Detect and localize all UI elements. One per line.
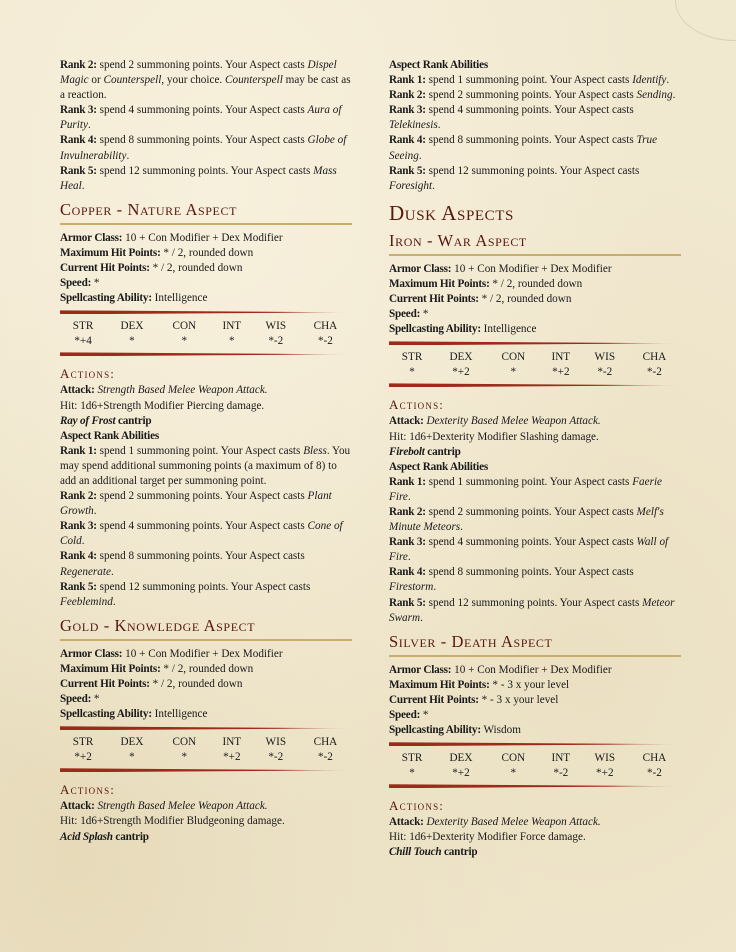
ability-value-row — [60, 334, 352, 348]
ability-value: * — [409, 366, 415, 379]
ability-name: CHA — [642, 351, 667, 364]
ability-name: CON — [501, 351, 526, 364]
ability-value: *+2 — [74, 751, 92, 764]
rank-entry — [389, 103, 681, 133]
attack-line — [60, 799, 352, 814]
stat-divider-bottom — [60, 352, 352, 356]
current-hit-points-value: * / 2, rounded down — [478, 293, 572, 306]
maximum-hit-points-value: * / 2, rounded down — [160, 246, 254, 259]
rank-text: spend 12 summoning points. Your Aspect casts — [96, 580, 311, 593]
spellcasting-ability-value: Wisdom — [480, 724, 521, 737]
armor-class-value: 10 + Con Modifier + Dex Modifier — [122, 647, 283, 660]
rank-text: spend 12 summoning points. Your Aspect casts — [425, 596, 643, 609]
hit-line: Hit: 1d6+Strength Modifier Piercing damage. — [60, 399, 265, 412]
aspect-title: Copper - Nature Aspect — [60, 200, 352, 225]
spellcasting-ability-label: Spellcasting Ability: — [389, 724, 481, 737]
gold-aspect-section — [60, 616, 352, 845]
rank-entry — [60, 580, 352, 610]
ability-value: *-2 — [646, 366, 662, 379]
spell-name: Bless — [303, 444, 327, 457]
rank-entry — [389, 475, 681, 505]
spell-name: Mass Heal — [60, 164, 337, 192]
stat-divider-top — [389, 341, 681, 345]
rank-text: . — [432, 179, 435, 192]
rank-label: Rank 3: — [389, 104, 426, 117]
rank-entry — [60, 519, 352, 549]
ability-name: STR — [72, 320, 94, 333]
cantrip-name: Firebolt — [389, 445, 425, 458]
ability-value: * — [181, 751, 188, 764]
speed — [389, 708, 681, 723]
aspect-rank-abilities-heading — [60, 429, 352, 444]
attack-type: Strength Based Melee Weapon Attack. — [94, 800, 268, 813]
ability-score-block — [60, 310, 352, 356]
ability-value: *-2 — [597, 366, 613, 379]
aspect-title: Iron - War Aspect — [389, 231, 681, 256]
maximum-hit-points — [60, 246, 352, 261]
ability-name: INT — [551, 351, 571, 364]
rank-entry — [60, 133, 352, 163]
ability-score-block — [60, 726, 352, 772]
ability-score-table — [60, 734, 352, 764]
stat-divider-top — [60, 726, 352, 730]
heading-text: Aspect Rank Abilities — [389, 460, 488, 473]
spellcasting-ability-label: Spellcasting Ability: — [389, 323, 481, 336]
current-hit-points-label: Current Hit Points: — [60, 678, 150, 690]
speed-value: * — [420, 308, 429, 321]
ability-name: WIS — [594, 752, 616, 765]
spellcasting-ability-label: Spellcasting Ability: — [60, 292, 152, 305]
rank-text: . — [87, 119, 91, 132]
rank-text: . — [433, 581, 437, 594]
attack-type: Dexterity Based Melee Weapon Attack. — [423, 415, 601, 428]
spell-name: Counterspell — [225, 74, 283, 87]
maximum-hit-points — [389, 277, 681, 292]
spell-name: True Seeing — [389, 134, 658, 162]
rank-label: Rank 1: — [389, 74, 426, 87]
rank-text: spend 12 summoning points. Your Aspect casts — [96, 164, 314, 177]
stat-divider-top — [60, 310, 352, 314]
ability-header-row — [389, 750, 681, 766]
spellcasting-ability — [60, 707, 352, 722]
rank-text: . — [81, 535, 85, 548]
rank-text: . You may spend additional summoning points (a maximum of 8) to add an additional target per summoning point. — [60, 444, 351, 487]
attack-label: Attack: — [389, 415, 424, 428]
rank-text: . — [110, 565, 114, 578]
maximum-hit-points-value: * / 2, rounded down — [489, 277, 583, 290]
rank-text: spend 1 summoning point. Your Aspect casts — [425, 475, 633, 488]
spellcasting-ability — [60, 291, 352, 306]
rank-label: Rank 3: — [60, 520, 97, 533]
rank-text: . — [407, 551, 411, 564]
rank-label: Rank 5: — [389, 164, 426, 177]
aspect-title: Gold - Knowledge Aspect — [60, 616, 352, 641]
rank-text: spend 4 summoning points. Your Aspect casts — [425, 536, 637, 549]
ability-name: CHA — [642, 752, 667, 765]
maximum-hit-points-value: * / 2, rounded down — [160, 662, 254, 675]
rank-entry — [389, 88, 681, 103]
rank-text: spend 12 summoning points. Your Aspect casts — [425, 164, 640, 177]
rank-text: or — [88, 74, 104, 87]
actions-heading: Actions: — [60, 782, 116, 798]
spell-name: Melf's Minute Meteors — [389, 505, 664, 534]
rank-text: . — [460, 521, 463, 534]
aspect-title: Silver - Death Aspect — [389, 632, 681, 657]
cantrip-name: Ray of Frost — [60, 414, 116, 427]
spell-name: Sending — [636, 89, 673, 102]
aspect-rank-abilities-heading: Aspect Rank Abilities — [389, 59, 488, 71]
stat-divider-bottom — [389, 383, 681, 387]
rank-text: spend 2 summoning points. Your Aspect casts — [96, 59, 308, 71]
ability-name: WIS — [594, 351, 616, 364]
rank-text: . — [112, 595, 116, 608]
rank-label: Rank 1: — [60, 444, 97, 457]
spell-name: Foresight — [389, 179, 433, 192]
ability-name: WIS — [265, 320, 287, 333]
ability-name: INT — [551, 752, 571, 765]
spellcasting-ability-value: Intelligence — [151, 708, 208, 721]
rank-text: . — [407, 490, 411, 503]
ability-value: *+2 — [452, 366, 470, 379]
actions-heading: Actions: — [389, 397, 445, 413]
cantrip-suffix: cantrip — [112, 830, 149, 843]
rank-entry — [389, 596, 681, 626]
rank-label: Rank 4: — [389, 134, 426, 147]
speed-value: * — [91, 277, 100, 290]
ability-name: CON — [172, 320, 197, 333]
current-hit-points — [389, 292, 681, 307]
rank-entry — [389, 505, 681, 535]
current-hit-points-label: Current Hit Points: — [389, 693, 479, 706]
hit-line: Hit: 1d6+Strength Modifier Bludgeoning damage. — [60, 815, 285, 828]
cantrip-suffix: cantrip — [115, 414, 152, 427]
ability-name: DEX — [449, 351, 473, 364]
right-column — [389, 58, 681, 861]
maximum-hit-points — [60, 662, 352, 677]
aspect-rank-abilities-heading — [389, 460, 681, 475]
rank-text: spend 8 summoning points. Your Aspect casts — [96, 550, 305, 563]
ability-value: *+2 — [552, 366, 570, 379]
ability-name: INT — [222, 320, 242, 333]
cantrip-line — [60, 414, 352, 429]
maximum-hit-points-label: Maximum Hit Points: — [389, 678, 490, 691]
rank-text: . — [420, 611, 423, 624]
ability-header-row — [60, 734, 352, 750]
ability-value: *+2 — [223, 751, 241, 764]
rank-text: spend 8 summoning points. Your Aspect casts — [96, 134, 308, 147]
maximum-hit-points-label: Maximum Hit Points: — [389, 277, 490, 290]
armor-class-label: Armor Class: — [389, 262, 452, 275]
rank-text: spend 1 summoning point. Your Aspect casts — [96, 444, 304, 457]
armor-class-value: 10 + Con Modifier + Dex Modifier — [451, 663, 612, 676]
armor-class — [389, 262, 681, 277]
stat-divider-top — [389, 742, 681, 746]
rank-text: spend 8 summoning points. Your Aspect casts — [425, 134, 637, 147]
speed — [60, 692, 352, 707]
cantrip-line — [60, 830, 352, 845]
ability-name: CON — [501, 752, 526, 765]
ability-value: * — [229, 335, 235, 348]
rank-text: . — [672, 89, 676, 102]
rank-label: Rank 4: — [60, 550, 97, 563]
current-hit-points-label: Current Hit Points: — [60, 262, 150, 275]
rank-label: Rank 5: — [60, 580, 97, 593]
spell-name: Cone of Cold — [60, 520, 343, 548]
cantrip-bold — [60, 415, 151, 427]
rank-text: spend 2 summoning points. Your Aspect casts — [425, 505, 637, 518]
maximum-hit-points-label: Maximum Hit Points: — [60, 662, 161, 675]
armor-class-value: 10 + Con Modifier + Dex Modifier — [451, 262, 612, 275]
ability-name: CHA — [313, 320, 338, 333]
spell-name: Plant Growth — [60, 490, 332, 518]
rank-entry — [389, 133, 681, 163]
ability-name: STR — [72, 736, 94, 749]
rank-label: Rank 4: — [389, 566, 426, 579]
ability-name: DEX — [120, 736, 144, 749]
maximum-hit-points — [389, 678, 681, 693]
ability-value: * — [510, 767, 517, 780]
armor-class-value: 10 + Con Modifier + Dex Modifier — [122, 231, 283, 244]
rank-entry — [60, 103, 352, 133]
rank-label: Rank 2: — [389, 89, 426, 102]
cantrip-suffix: cantrip — [424, 445, 461, 458]
current-hit-points-value: * - 3 x your level — [478, 693, 559, 706]
spell-name: Aura of Purity — [60, 104, 342, 132]
ability-name: STR — [401, 351, 423, 364]
ability-score-block — [389, 742, 681, 788]
rank-label: Rank 5: — [389, 596, 426, 609]
ability-value: * — [409, 767, 415, 780]
attack-label: Attack: — [60, 384, 95, 397]
left-column — [60, 58, 352, 845]
ability-value: *-2 — [268, 335, 284, 348]
rank-label: Rank 3: — [60, 104, 97, 117]
attack-line — [389, 414, 681, 429]
actions-heading: Actions: — [389, 798, 445, 814]
rank-text: spend 8 summoning points. Your Aspect casts — [425, 566, 634, 579]
rank-text: . — [666, 74, 670, 87]
ability-value: *-2 — [317, 335, 333, 348]
spell-name: Identify — [632, 74, 667, 87]
current-hit-points-value: * / 2, rounded down — [149, 262, 243, 275]
ability-value: *-2 — [317, 751, 333, 764]
cantrip-bold — [60, 831, 149, 843]
spell-name: Counterspell — [103, 74, 162, 87]
attack-type: Strength Based Melee Weapon Attack. — [94, 384, 268, 397]
rank-text: . — [93, 505, 97, 518]
speed — [389, 307, 681, 322]
rank-label: Rank 3: — [389, 536, 426, 549]
armor-class — [60, 647, 352, 662]
copper-aspect-section — [60, 200, 352, 610]
rank-text: spend 2 summoning points. Your Aspect casts — [425, 89, 637, 102]
ability-name: STR — [401, 752, 423, 765]
rank-text: spend 4 summoning points. Your Aspect casts — [96, 520, 308, 533]
ability-name: CHA — [313, 736, 338, 749]
ability-value: *+2 — [452, 767, 470, 780]
rank-entry — [60, 489, 352, 519]
ability-name: INT — [222, 736, 242, 749]
hit-line: Hit: 1d6+Dexterity Modifier Force damage. — [389, 831, 586, 844]
speed-label: Speed: — [389, 308, 421, 321]
ability-score-block — [389, 341, 681, 387]
rank-text: may be cast as a reaction. — [60, 74, 351, 102]
spellcasting-ability — [389, 322, 681, 337]
spell-name: Faerie Fire — [389, 475, 663, 503]
ability-value: * — [181, 335, 188, 348]
attack-line — [389, 815, 681, 830]
armor-class-label: Armor Class: — [60, 231, 123, 244]
page-corner-curl — [675, 0, 736, 41]
armor-class — [389, 663, 681, 678]
rank-entry — [60, 58, 352, 103]
ability-value: *+4 — [74, 335, 92, 348]
speed-label: Speed: — [60, 277, 92, 290]
spell-name: Firestorm — [389, 581, 434, 594]
spellcasting-ability-value: Intelligence — [480, 323, 537, 336]
ability-value: *-2 — [553, 767, 569, 780]
ability-value: *+2 — [596, 767, 614, 780]
attack-type: Dexterity Based Melee Weapon Attack. — [423, 816, 601, 829]
ability-score-table — [389, 349, 681, 379]
ability-value: * — [510, 366, 517, 379]
armor-class-label: Armor Class: — [389, 663, 452, 676]
ability-value: *-2 — [646, 767, 662, 780]
ability-name: DEX — [449, 752, 473, 765]
hit-line: Hit: 1d6+Dexterity Modifier Slashing damage. — [389, 430, 599, 443]
armor-class-label: Armor Class: — [60, 647, 123, 660]
stat-divider-bottom — [389, 784, 681, 788]
spell-name: Telekinesis — [389, 119, 438, 132]
spellcasting-ability-value: Intelligence — [151, 292, 208, 305]
cantrip-bold — [389, 846, 477, 858]
cantrip-name: Chill Touch — [389, 846, 442, 859]
attack-label: Attack: — [60, 800, 95, 813]
stat-divider-bottom — [60, 768, 352, 772]
spell-name: Meteor Swarm — [389, 596, 675, 624]
cantrip-line — [389, 445, 681, 460]
spell-name: Wall of Fire — [389, 536, 669, 564]
rank-text: . — [437, 119, 441, 132]
rank-text: spend 2 summoning points. Your Aspect casts — [96, 490, 308, 503]
rank-entry — [60, 549, 352, 579]
spellcasting-ability — [389, 723, 681, 738]
ability-value-row — [389, 766, 681, 780]
cantrip-bold — [389, 446, 461, 458]
ability-value-row — [60, 750, 352, 764]
rank-text: spend 1 summoning point. Your Aspect casts — [425, 74, 633, 87]
rank-label: Rank 2: — [60, 490, 97, 503]
actions-heading: Actions: — [60, 366, 116, 382]
spell-name: Dispel Magic — [60, 59, 337, 87]
ability-value: * — [129, 335, 135, 348]
rank-text: spend 4 summoning points. Your Aspect casts — [425, 104, 634, 117]
spell-name: Regenerate — [60, 565, 111, 578]
rank-entry — [389, 73, 681, 88]
rank-list-intro — [389, 73, 681, 194]
current-hit-points-label: Current Hit Points: — [389, 293, 479, 306]
current-hit-points — [60, 261, 352, 276]
attack-label: Attack: — [389, 816, 424, 829]
speed-label: Speed: — [389, 709, 421, 721]
rank-text: . — [418, 149, 422, 162]
cantrip-line — [389, 845, 681, 860]
speed-label: Speed: — [60, 693, 92, 706]
ability-name: WIS — [265, 736, 287, 749]
ability-value: * — [129, 751, 135, 764]
ability-name: DEX — [120, 320, 144, 333]
dusk-aspects-title: Dusk Aspects — [389, 200, 514, 225]
rank-label: Rank 1: — [389, 475, 426, 488]
speed-value: * — [91, 693, 100, 706]
spell-name: Feeblemind — [60, 595, 113, 608]
rank-entry — [389, 565, 681, 595]
ability-name: CON — [172, 736, 197, 749]
rank-list-intro — [60, 58, 352, 194]
cantrip-name: Acid Splash — [60, 830, 113, 843]
rank-text: . — [81, 179, 85, 192]
ability-value-row — [389, 365, 681, 379]
speed — [60, 276, 352, 291]
ability-score-table — [60, 318, 352, 348]
rank-entry — [389, 535, 681, 565]
silver-aspect-section — [389, 632, 681, 861]
current-hit-points — [389, 693, 681, 708]
heading-text: Aspect Rank Abilities — [60, 429, 159, 442]
rank-entry — [60, 444, 352, 489]
rank-label: Rank 4: — [60, 134, 97, 147]
current-hit-points — [60, 677, 352, 692]
rank-entry — [60, 164, 352, 194]
rank-label: Rank 2: — [389, 505, 426, 518]
cantrip-suffix: cantrip — [441, 846, 478, 859]
rank-label: Rank 5: — [60, 164, 97, 177]
ability-score-table — [389, 750, 681, 780]
rank-entry — [389, 164, 681, 194]
armor-class — [60, 231, 352, 246]
ability-value: *-2 — [268, 751, 284, 764]
rank-text: spend 4 summoning points. Your Aspect casts — [96, 104, 308, 117]
spellcasting-ability-label: Spellcasting Ability: — [60, 708, 152, 721]
rank-text: . — [126, 149, 130, 162]
spell-name: Globe of Invulnerability — [60, 134, 347, 162]
maximum-hit-points-label: Maximum Hit Points: — [60, 246, 161, 259]
attack-line — [60, 383, 352, 398]
current-hit-points-value: * / 2, rounded down — [149, 678, 243, 690]
ability-header-row — [389, 349, 681, 365]
rank-label: Rank 2: — [60, 59, 97, 71]
rank-text: , your choice. — [161, 74, 226, 87]
speed-value: * — [420, 709, 429, 721]
ability-header-row — [60, 318, 352, 334]
iron-aspect-section — [389, 231, 681, 626]
maximum-hit-points-value: * - 3 x your level — [489, 678, 570, 691]
